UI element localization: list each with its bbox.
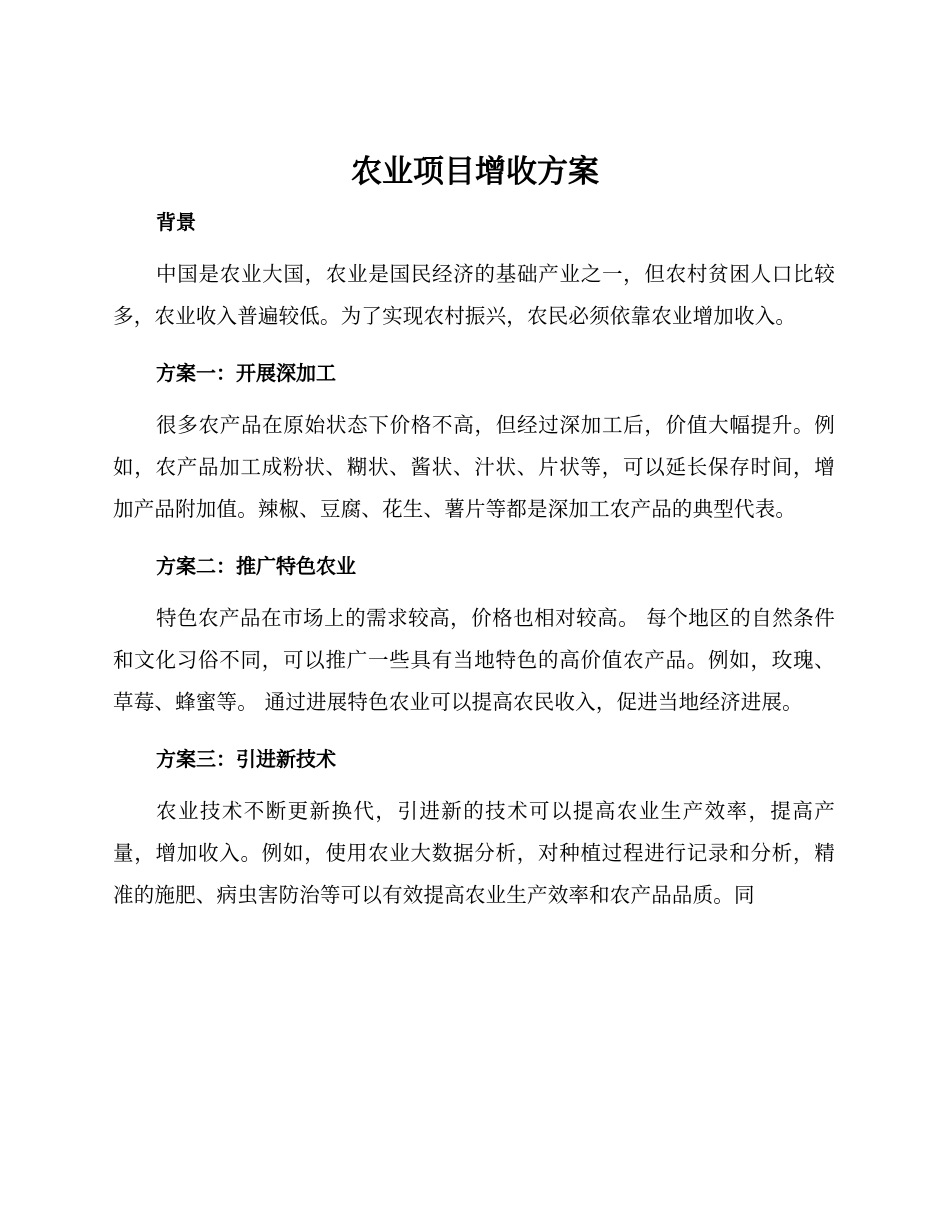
document-title: 农业项目增收方案 [351, 154, 599, 190]
document-body [113, 201, 835, 931]
section-background [113, 201, 835, 337]
section-heading: 背景 [156, 210, 196, 234]
section-plan-two [113, 545, 835, 723]
section-paragraph: 很多农产品在原始状态下价格不高，但经过深加工后，价值大幅提升。例如，农产品加工成粉状、糊状、酱状、汁状、片状等，可以延长保存时间，增加产品附加值。辣椒、豆腐、花生、薯片等都是深加工农产品的典型代表。 [113, 413, 835, 521]
section-heading: 方案三：引进新技术 [156, 747, 336, 771]
section-paragraph: 农业技术不断更新换代，引进新的技术可以提高农业生产效率，提高产量，增加收入。例如，使用农业大数据分析，对种植过程进行记录和分析，精准的施肥、病虫害防治等可以有效提高农业生产效率和农产品品质。同 [113, 799, 835, 907]
section-plan-one [113, 352, 835, 530]
section-heading: 方案一：开展深加工 [156, 361, 336, 385]
section-paragraph: 特色农产品在市场上的需求较高，价格也相对较高。 每个地区的自然条件和文化习俗不同，可以推广一些具有当地特色的高价值农产品。例如，玫瑰、草莓、蜂蜜等。 通过进展特色农业可以提高农民收入，促进当地经济进展。 [113, 606, 835, 714]
section-paragraph: 中国是农业大国，农业是国民经济的基础产业之一，但农村贫困人口比较多，农业收入普遍较低。为了实现农村振兴，农民必须依靠农业增加收入。 [113, 262, 835, 328]
section-heading: 方案二：推广特色农业 [156, 554, 356, 578]
section-plan-three [113, 738, 835, 916]
